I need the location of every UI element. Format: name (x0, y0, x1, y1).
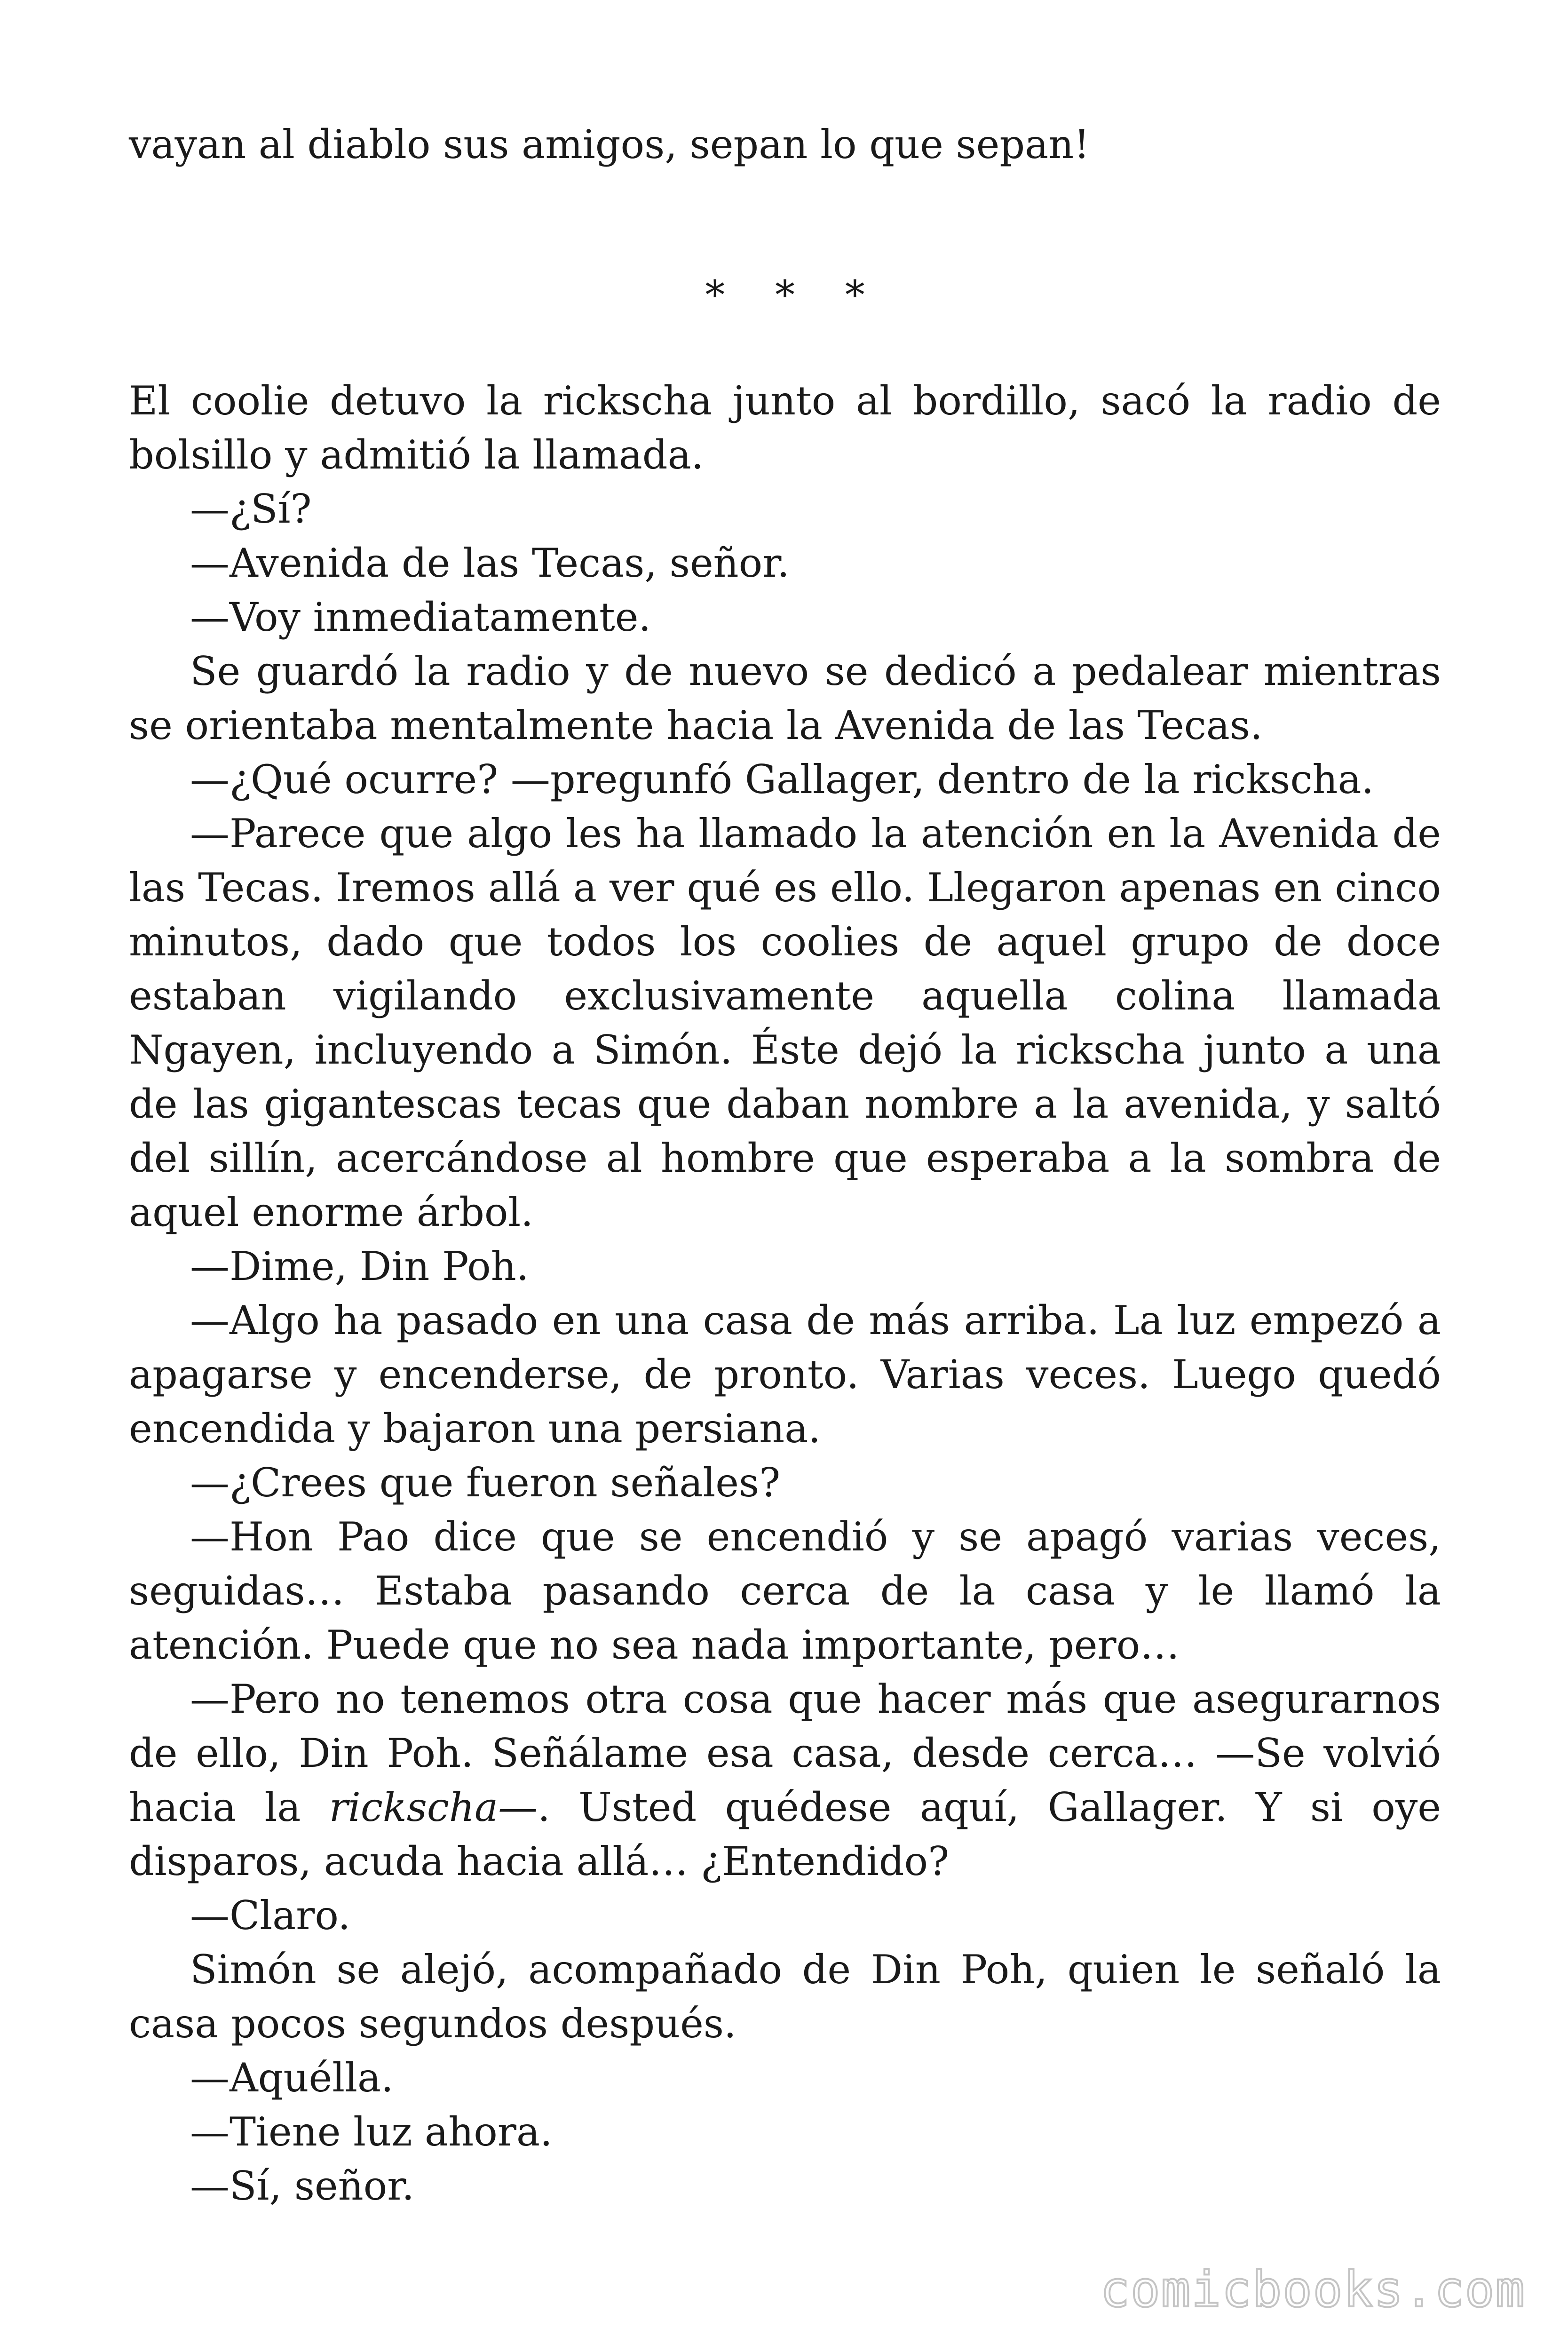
paragraph: —Hon Pao dice que se encendió y se apagó varias veces, seguidas… Estaba pasando cerca de la casa y le llamó la atención. Puede que no sea nada importante, pero… (129, 1514, 1441, 1668)
scene-break: * * * (705, 272, 884, 318)
paragraph: Se guardó la radio y de nuevo se dedicó a pedalear mientras se orientaba mentalmente hacia la Avenida de las Tecas. (129, 648, 1441, 748)
paragraph: —Avenida de las Tecas, señor. (190, 540, 790, 586)
paragraph-text: . Usted quédese aquí, Gallager. Y si oye disparos, acuda hacia allá… ¿Entendido? (129, 1784, 1441, 1884)
italic-word: rickscha— (329, 1784, 538, 1830)
page-body (129, 118, 1441, 2213)
paragraph: Simón se alejó, acompañado de Din Poh, quien le señaló la casa pocos segundos después. (129, 1947, 1441, 2047)
paragraph: —¿Sí? (190, 486, 312, 532)
paragraph: —Aquélla. (190, 2055, 394, 2101)
paragraph: —¿Qué ocurre? —pregunfó Gallager, dentro de la rickscha. (190, 756, 1374, 803)
opening-line: vayan al diablo sus amigos, sepan lo que sepan! (129, 121, 1090, 167)
paragraph: —Tiene luz ahora. (190, 2109, 553, 2155)
paragraph: —Parece que algo les ha llamado la atención en la Avenida de las Tecas. Iremos allá a ver qué es ello. Llegaron apenas en cinco minutos, dado que todos los coolies de aquel grupo de doce estaban vigilando exclusivamente aquella colina llamada Ngayen, incluyendo a Simón. Éste dejó la rickscha junto a una de las gigantescas tecas que daban nombre a la avenida, y saltó del sillín, acercándose al hombre que esperaba a la sombra de aquel enorme árbol. (129, 810, 1441, 1235)
paragraph: —Dime, Din Poh. (190, 1243, 529, 1289)
paragraph: —Voy inmediatamente. (190, 594, 651, 640)
paragraph: El coolie detuvo la rickscha junto al bordillo, sacó la radio de bolsillo y admitió la llamada. (129, 378, 1441, 478)
paragraph: —Claro. (190, 1892, 351, 1939)
watermark: comicbooks.com (1100, 2261, 1526, 2318)
paragraph-text: —Pero no tenemos otra cosa que hacer más que asegurarnos de ello, Din Poh. Señálame esa casa, desde cerca… —Se volvió hacia la (129, 1676, 1441, 1830)
paragraph-with-italic (129, 1672, 1441, 1889)
paragraph: —Algo ha pasado en una casa de más arriba. La luz empezó a apagarse y encenderse, de pronto. Varias veces. Luego quedó encendida y bajaron una persiana. (129, 1297, 1441, 1452)
paragraph: —Sí, señor. (190, 2163, 414, 2209)
paragraph: —¿Crees que fueron señales? (190, 1460, 781, 1506)
